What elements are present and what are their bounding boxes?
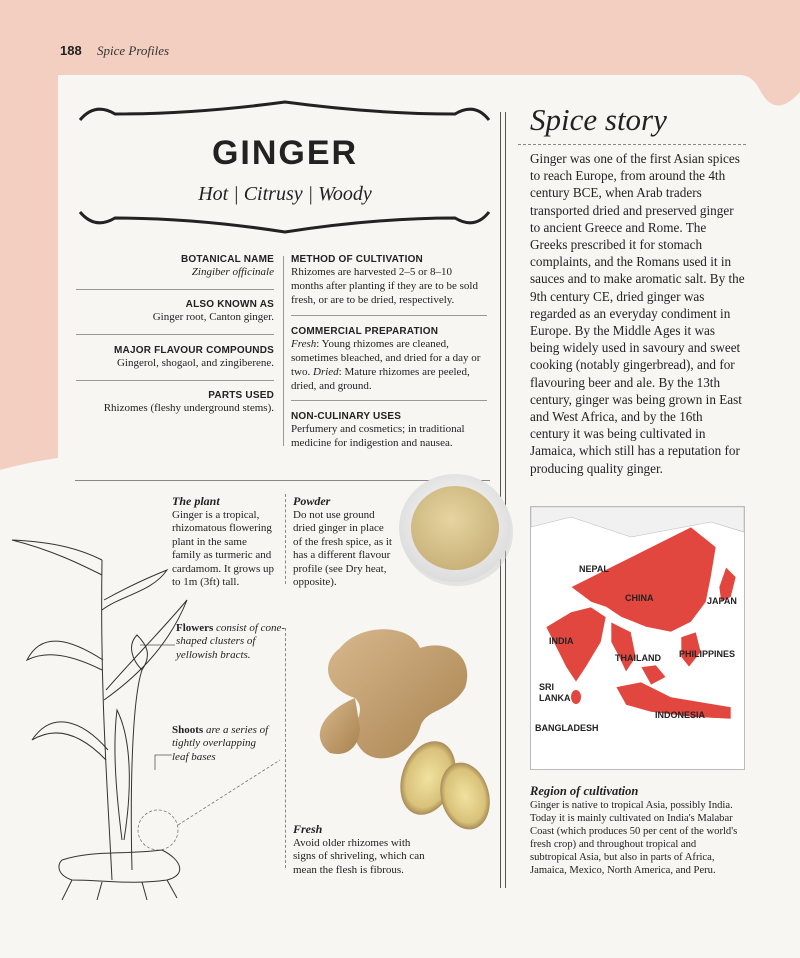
aka-value: Ginger root, Canton ginger. <box>152 311 274 323</box>
fresh-ginger-image <box>300 618 500 840</box>
region-block <box>530 784 745 877</box>
dried-text: : Mature rhizomes are peeled, dried, and ground. <box>291 366 470 392</box>
powder-text: Do not use ground dried ginger in place of the fresh spice, as it has a different flavour profile (see Dry heat, opposite). <box>293 509 392 589</box>
page-number: 188 <box>60 43 82 58</box>
plant-heading: The plant <box>172 494 220 508</box>
left-facts-parts <box>70 390 274 415</box>
map-label-china: CHINA <box>625 593 654 603</box>
map-label-indonesia: INDONESIA <box>655 710 706 720</box>
fresh-text: Avoid older rhizomes with signs of shriveling, which can mean the flesh is fibrous. <box>293 837 425 876</box>
flowers-text: consist of cone-shaped clusters of yellowish bracts. <box>176 622 286 661</box>
map-label-india: INDIA <box>549 636 574 646</box>
aka-label: ALSO KNOWN AS <box>185 299 274 310</box>
ginger-powder-image <box>395 468 520 588</box>
plant-text: Ginger is a tropical, rhizomatous flowering plant in the same family as turmeric and cardamom. It grows up to 1m (3ft) tall. <box>172 509 275 589</box>
spice-story-heading: Spice story <box>530 102 667 137</box>
region-heading: Region of cultivation <box>530 784 639 798</box>
parts-label: PARTS USED <box>208 390 274 401</box>
divider <box>76 334 274 335</box>
powder-heading: Powder <box>293 494 331 508</box>
shoots-text: are a series of tightly overlapping leaf bases <box>172 724 269 763</box>
nonculinary-label: NON-CULINARY USES <box>291 411 402 422</box>
spice-story-text: Ginger was one of the first Asian spices to reach Europe, from around the 4th century BCE, when Arab traders transported dried and preserved ginger to ancient Greece and Rome. The Greeks prescribed it for stomach complaints, and the Romans used it in sauces and to make aromatic salt. By the 9th century CE, dried ginger was regarded as an everyday condiment in Europe. By the Middle Ages it was being widely used in savoury and sweet cooking (notably gingerbread), and for flavouring beer and ale. By the 13th century, ginger was being grown in East and West Africa, and by the 16th century it was being cultivated in Jamaica, which still has a reputation for producing quality ginger. <box>530 151 745 476</box>
divider <box>291 400 487 401</box>
dashed-divider <box>518 144 746 145</box>
commercial-label: COMMERCIAL PREPARATION <box>291 326 439 337</box>
map-label-philippines: PHILIPPINES <box>679 649 736 659</box>
spice-tagline: Hot | Citrusy | Woody <box>198 183 372 205</box>
cultivation-value: Rhizomes are harvested 2–5 or 8–10 months after planting if they are to be sold fresh, or are to be dried, respectively. <box>291 266 478 306</box>
flowers-term: Flowers <box>176 622 214 634</box>
dashed-divider <box>285 628 286 868</box>
callout-lines <box>130 640 290 850</box>
powder-block <box>293 494 393 589</box>
commercial-block <box>291 326 486 393</box>
divider <box>76 380 274 381</box>
cultivation-block <box>291 254 486 307</box>
parts-value: Rhizomes (fleshy underground stems). <box>103 402 274 414</box>
botanical-name-label: BOTANICAL NAME <box>181 254 274 265</box>
left-facts <box>70 254 274 279</box>
spice-title: GINGER <box>211 134 359 172</box>
map-label-sri-lanka: SRI LANKA <box>539 682 571 703</box>
dashed-divider <box>285 494 286 584</box>
commercial-value <box>291 337 486 393</box>
divider <box>76 289 274 290</box>
shoots-term: Shoots <box>172 724 204 736</box>
map-label-thailand: THAILAND <box>615 653 661 663</box>
fresh-text: : Young rhizomes are cleaned, sometimes bleached, and dried for a day or two. <box>291 338 481 378</box>
section-title: Spice Profiles <box>97 43 170 58</box>
fresh-block <box>293 822 433 877</box>
compounds-value: Gingerol, shogaol, and zingiberene. <box>116 357 274 369</box>
nonculinary-value: Perfumery and cosmetics; in traditional medicine for indigestion and nausea. <box>291 423 465 449</box>
botanical-name-value: Zingiber officinale <box>191 266 274 278</box>
dried-term: Dried <box>313 366 339 378</box>
map-label-nepal: NEPAL <box>579 564 609 574</box>
map-label-bangladesh: BANGLADESH <box>535 723 599 733</box>
compounds-label: MAJOR FLAVOUR COMPOUNDS <box>114 345 274 356</box>
cultivation-label: METHOD OF CULTIVATION <box>291 254 423 265</box>
fresh-heading: Fresh <box>293 822 323 836</box>
region-text: Ginger is native to tropical Asia, possibly India. Today it is mainly cultivated on India's Malabar Coast (which produces 50 per cent of the world's fresh crop) and throughout tropical and subtropical Asia, but also in parts of Africa, Jamaica, Mexico, North America, and Peru. <box>530 800 738 876</box>
divider <box>291 315 487 316</box>
fresh-term: Fresh <box>291 338 317 350</box>
facts-divider <box>283 256 284 446</box>
left-facts-compounds <box>70 345 274 370</box>
map-label-japan: JAPAN <box>707 596 737 606</box>
nonculinary-block <box>291 411 486 450</box>
region-map <box>530 506 745 770</box>
left-facts-aka <box>70 299 274 324</box>
